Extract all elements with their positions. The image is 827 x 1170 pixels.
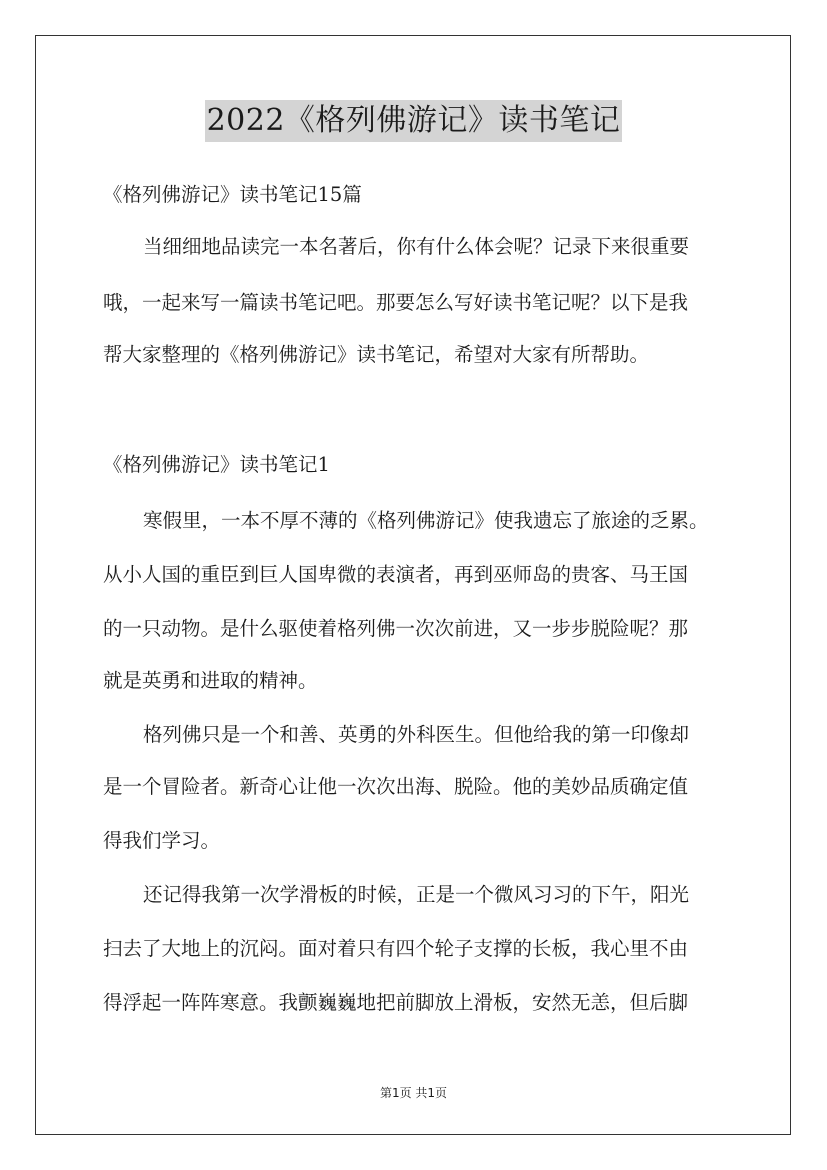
section-heading: 《格列佛游记》读书笔记1 bbox=[103, 453, 330, 476]
document-title: 2022《格列佛游记》读书笔记 bbox=[205, 100, 623, 142]
intro-line: 帮大家整理的《格列佛游记》读书笔记，希望对大家有所帮助。 bbox=[103, 343, 650, 366]
intro-line: 哦，一起来写一篇读书笔记吧。那要怎么写好读书笔记呢？以下是我 bbox=[103, 291, 689, 314]
body-line: 还记得我第一次学滑板的时候，正是一个微风习习的下午，阳光 bbox=[143, 883, 690, 906]
body-line: 是一个冒险者。新奇心让他一次次出海、脱险。他的美妙品质确定值 bbox=[103, 775, 689, 798]
document-subtitle: 《格列佛游记》读书笔记15篇 bbox=[103, 183, 362, 206]
body-line: 得我们学习。 bbox=[103, 829, 221, 852]
body-line: 从小人国的重臣到巨人国卑微的表演者，再到巫师岛的贵客、马王国 bbox=[103, 563, 689, 586]
body-line: 就是英勇和进取的精神。 bbox=[103, 669, 318, 692]
title-container bbox=[0, 100, 827, 142]
body-line: 格列佛只是一个和善、英勇的外科医生。但他给我的第一印像却 bbox=[143, 723, 690, 746]
body-line: 扫去了大地上的沉闷。面对着只有四个轮子支撑的长板，我心里不由 bbox=[103, 937, 689, 960]
intro-line: 当细细地品读完一本名著后，你有什么体会呢？记录下来很重要 bbox=[143, 235, 690, 258]
body-line: 寒假里，一本不厚不薄的《格列佛游记》使我遗忘了旅途的乏累。 bbox=[143, 509, 709, 532]
page-footer: 第1页 共1页 bbox=[379, 1086, 448, 1100]
body-line: 得浮起一阵阵寒意。我颤巍巍地把前脚放上滑板，安然无恙，但后脚 bbox=[103, 991, 689, 1014]
body-line: 的一只动物。是什么驱使着格列佛一次次前进，又一步步脱险呢？那 bbox=[103, 617, 689, 640]
